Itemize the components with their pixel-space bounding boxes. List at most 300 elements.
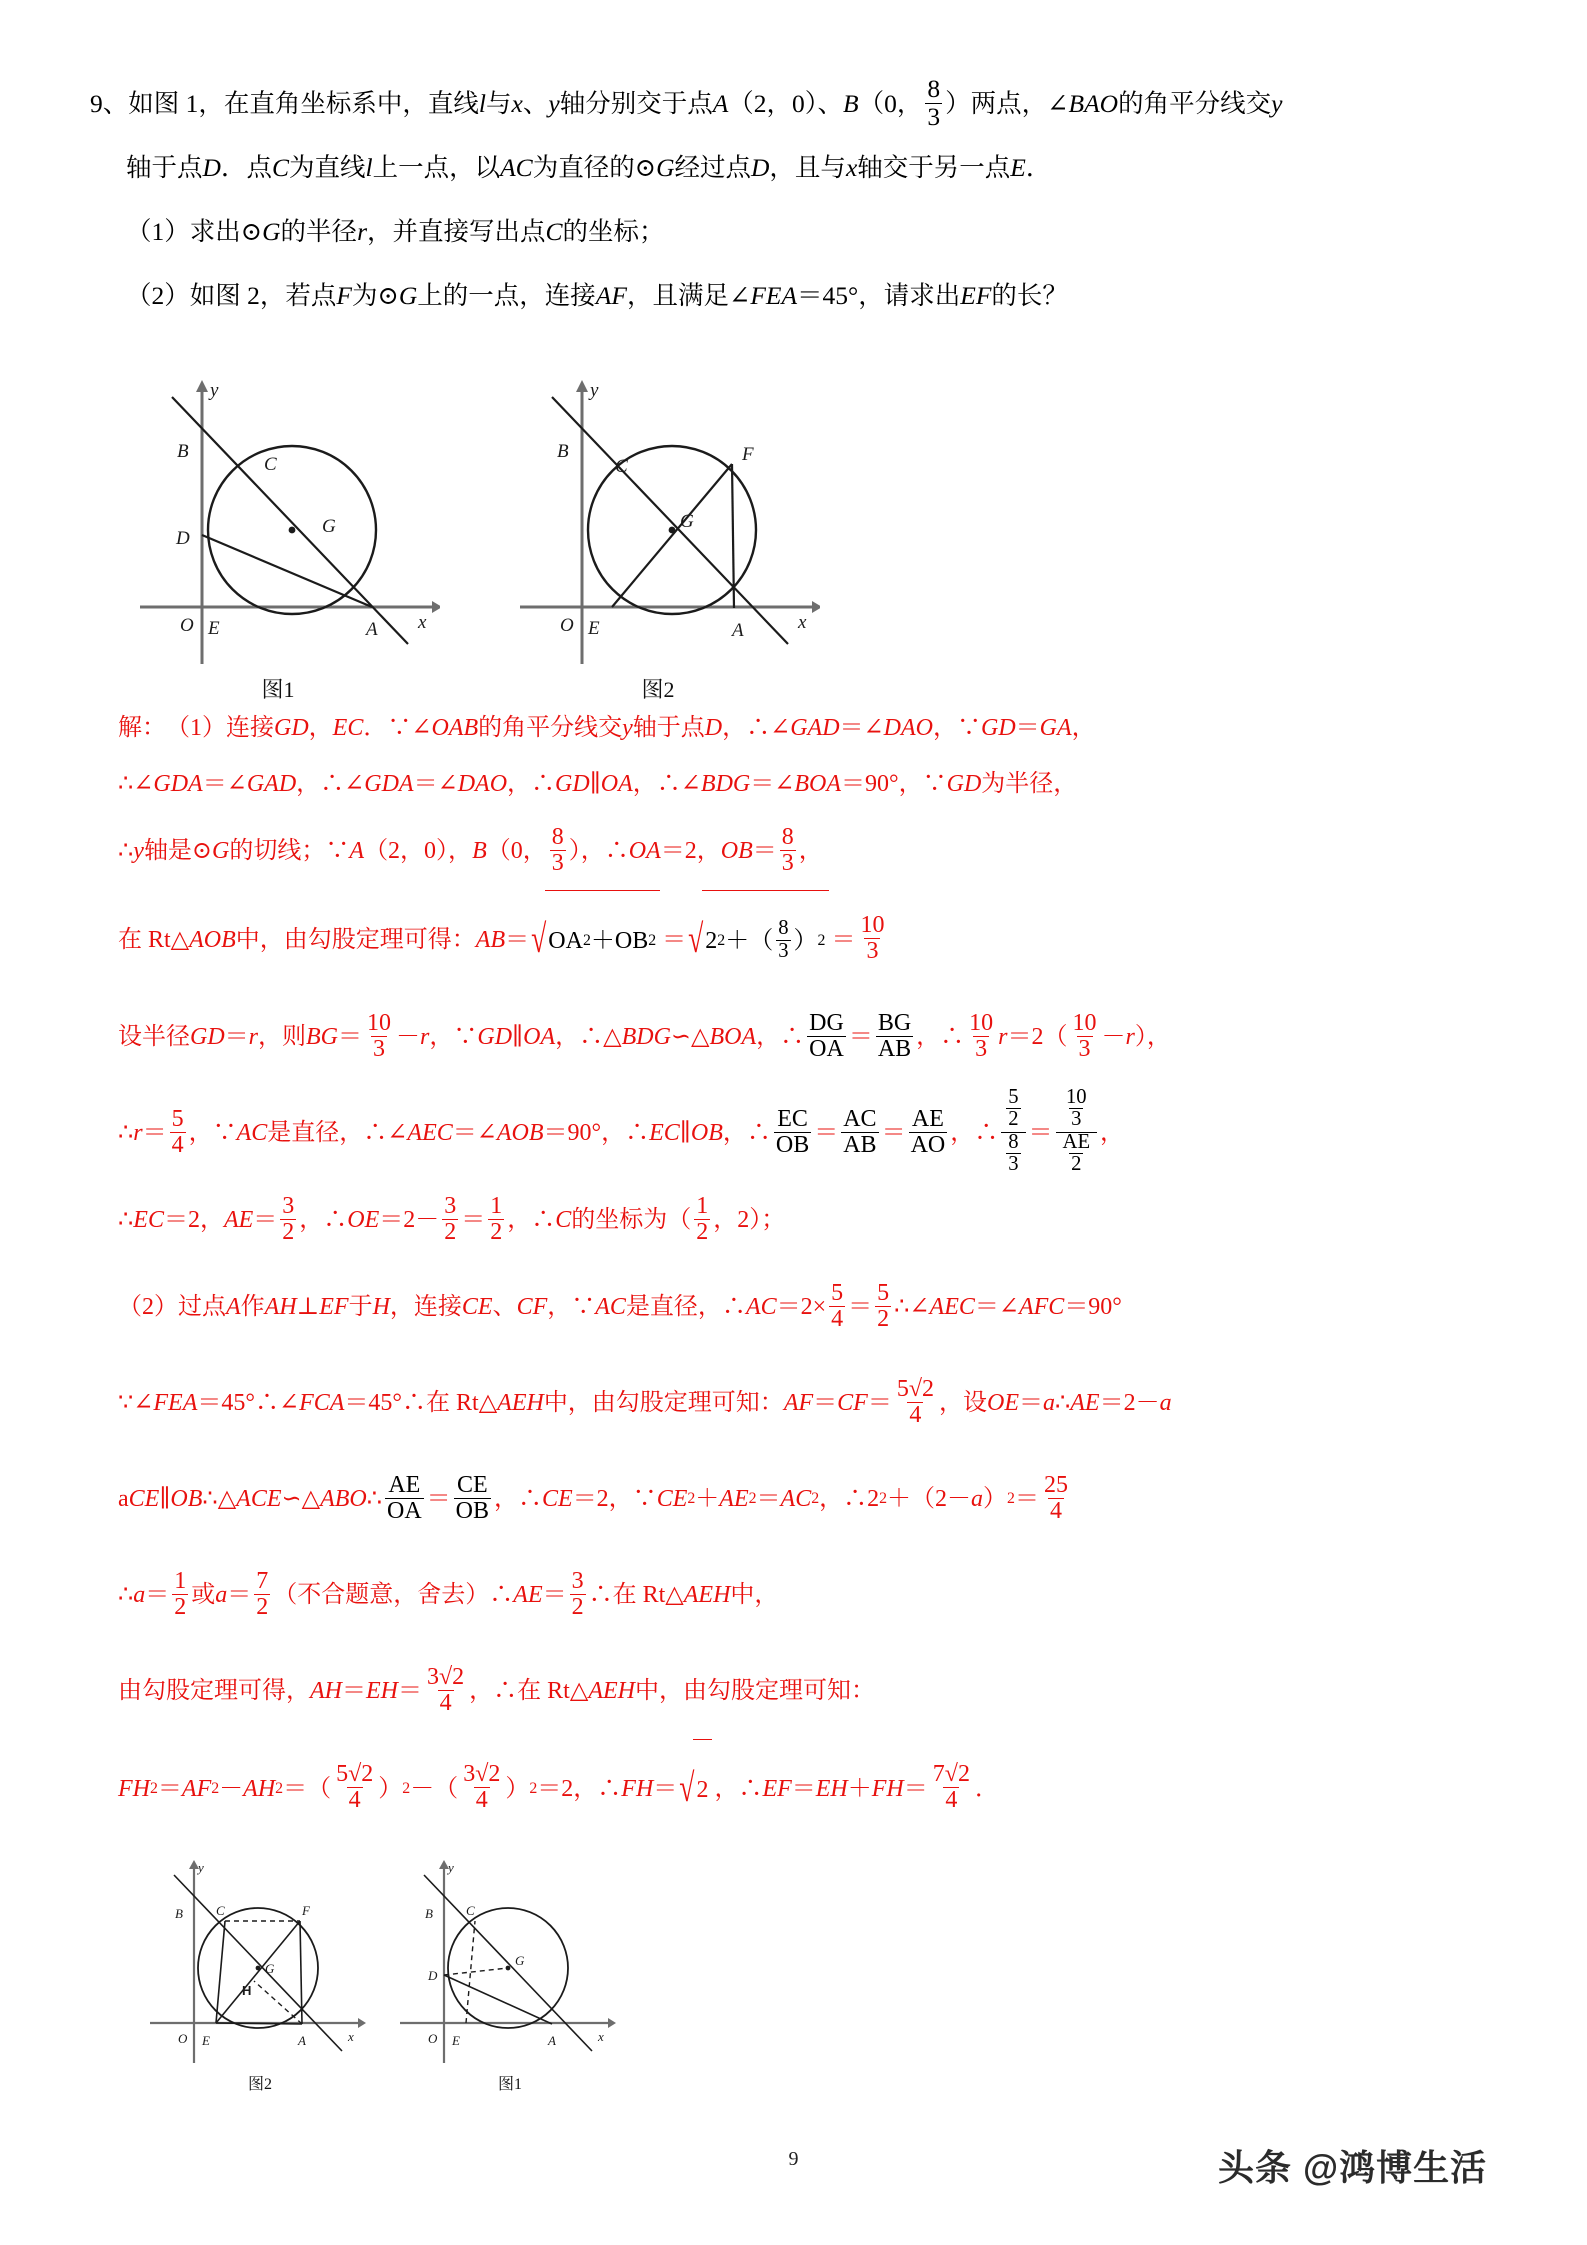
point-C: C xyxy=(545,217,563,246)
label-O: O xyxy=(180,615,194,636)
fraction-5-2: $\frac{5}{2}$ xyxy=(877,1279,890,1332)
text: 设半径 xyxy=(118,1024,190,1050)
angle-BAO: BAO xyxy=(1068,89,1119,118)
point-A: A xyxy=(226,1294,241,1320)
text: ＝90°，∵ xyxy=(841,771,947,797)
solution-line-8 xyxy=(118,1259,1518,1355)
perpendicular-symbol: ⊥ xyxy=(296,1294,320,1320)
line-l xyxy=(174,1875,342,2051)
label-D: D xyxy=(176,528,190,549)
text: 轴于点 xyxy=(126,153,203,182)
text: ，∵ xyxy=(188,1120,237,1146)
radical-sign: √ xyxy=(688,915,704,961)
text: ） xyxy=(793,928,818,954)
text: ＝2，∴ xyxy=(537,1775,622,1802)
fraction-1-2: $\frac{1}{2}$ xyxy=(696,1192,709,1245)
text: ，∵ xyxy=(932,715,981,741)
text: ，∵ xyxy=(547,1294,596,1320)
text: ，∴ xyxy=(722,1120,771,1146)
text: ＝∠ xyxy=(202,771,247,797)
text: ＝ xyxy=(791,1775,816,1802)
number: 2 xyxy=(705,928,718,954)
watermark: 头条 @鸿博生活 xyxy=(1218,2147,1488,2188)
segment-GD: GD xyxy=(555,771,590,797)
segment-FH: FH xyxy=(118,1775,150,1802)
problem-number: 9、 xyxy=(90,89,129,118)
solution-line-12 xyxy=(118,1643,1518,1739)
text: ＝ xyxy=(867,1390,892,1416)
segment-EF xyxy=(216,1921,300,2023)
segment-EC xyxy=(216,1921,225,2023)
triangle-AEH: AEH xyxy=(588,1678,635,1704)
text: 轴交于另一点 xyxy=(857,153,1011,182)
label-y: y xyxy=(448,1860,454,1875)
x-axis-arrow xyxy=(358,2018,366,2028)
var-a: a xyxy=(215,1582,228,1608)
center-point-G xyxy=(506,1966,511,1971)
var-l: l xyxy=(365,153,373,182)
center-point-G xyxy=(669,527,676,534)
segment-EC: EC xyxy=(649,1120,680,1146)
triangle-ABO: ABO xyxy=(320,1486,367,1512)
text: ＝ xyxy=(1014,1486,1039,1512)
fraction-3-2: $\frac{3}{2}$ xyxy=(444,1192,457,1245)
text: ＝ xyxy=(157,1775,182,1802)
sqrt-2 xyxy=(688,890,829,989)
problem-line-1 xyxy=(90,72,1510,136)
solution-line-4 xyxy=(118,890,1518,989)
text: ∴ xyxy=(118,1582,134,1608)
text: ）两点，∠ xyxy=(945,89,1069,118)
angle-DAO: DAO xyxy=(883,715,933,741)
label-G: G xyxy=(265,1961,275,1976)
text: ＝ xyxy=(848,1294,873,1320)
text: （1）连接 xyxy=(166,715,274,741)
text: ＝ xyxy=(426,1486,451,1512)
label-G: G xyxy=(515,1953,525,1968)
x-axis-arrow xyxy=(608,2018,616,2028)
text: ，∴ xyxy=(756,1024,805,1050)
fraction-5-4: $\frac{5}{4}$ xyxy=(831,1279,844,1332)
text: 轴是⊙ xyxy=(143,838,213,864)
text: ＝2× xyxy=(776,1294,827,1320)
point-D: D xyxy=(202,153,221,182)
text: ＋（ xyxy=(725,928,774,954)
label-C: C xyxy=(615,456,628,477)
text: ，∴ xyxy=(507,771,556,797)
segment-OB: OB xyxy=(720,838,753,864)
label-H: H xyxy=(242,1983,252,1998)
compound-numerator xyxy=(1001,1085,1025,1132)
figure-4-caption: 图1 xyxy=(497,2076,522,2093)
fraction-5-2: $\frac{5}{2}$ xyxy=(1008,1085,1019,1131)
fraction-10-3: $\frac{10}{3}$ xyxy=(1065,1085,1087,1131)
segment-OA: OA xyxy=(600,771,633,797)
text: ，∴ xyxy=(916,1024,965,1050)
text: （2）如图 2，若点 xyxy=(126,281,337,310)
label-A: A xyxy=(298,2033,306,2048)
similar-symbol: ∽ xyxy=(281,1486,302,1512)
fraction-CE-OB: $\frac{CE}{OB}$ xyxy=(455,1471,490,1524)
text: ，∴ xyxy=(494,1486,543,1512)
label-A: A xyxy=(732,620,744,641)
text: ＝ xyxy=(814,1120,839,1146)
segment-CF: CF xyxy=(516,1294,548,1320)
segment-FH: FH xyxy=(871,1775,904,1802)
text: 轴于点 xyxy=(632,715,705,741)
var-y: y xyxy=(1271,89,1283,118)
text: 作 xyxy=(240,1294,265,1320)
text: ，∴∠ xyxy=(632,771,701,797)
segment-DG-dashed xyxy=(444,1968,508,1975)
text: ＝∠ xyxy=(974,1294,1019,1320)
segment-OB: OB xyxy=(690,1120,723,1146)
text: ＝ xyxy=(881,1120,906,1146)
segment-AE: AE xyxy=(719,1486,749,1512)
text: ＝2， xyxy=(163,1207,224,1233)
segment-AH: AH xyxy=(264,1294,297,1320)
fraction-7-2: $\frac{7}{2}$ xyxy=(256,1567,269,1620)
figure-1-caption: 图1 xyxy=(261,677,295,702)
center-point-G xyxy=(256,1966,261,1971)
segment-AC: AC xyxy=(745,1294,777,1320)
angle-AEC: AEC xyxy=(929,1294,975,1320)
text: ＝ xyxy=(1028,1120,1053,1146)
solution-line-2 xyxy=(118,756,1518,812)
angle-AEC: AEC xyxy=(407,1120,453,1146)
text: ＝ xyxy=(653,1775,678,1802)
text: 解： xyxy=(118,715,166,741)
fraction-5root2-4: $\frac{5√2}{4}$ xyxy=(896,1375,934,1428)
text: （1）求出⊙ xyxy=(126,217,263,246)
figure-1-svg xyxy=(140,372,440,672)
text: ∵∠ xyxy=(118,1390,154,1416)
fraction-5-4: $\frac{5}{4}$ xyxy=(171,1105,184,1158)
text: 为半径， xyxy=(981,771,1078,797)
solution-line-13: FH 2 ＝ AF 2 － AH 2 ＝（ $\frac{5√2}{4}$ ） 2 －（ $\frac{3√2}{4}$ ） 2 ＝2，∴ FH ＝ √ 2 ，∴ EF ＝ EH ＋ FH ＝ $\frac{7√2}{4}$ ． xyxy=(118,1739,1518,1838)
circle-G: G xyxy=(656,153,675,182)
point-F: F xyxy=(336,281,352,310)
text: 为⊙ xyxy=(351,281,399,310)
segment-CE: CE xyxy=(656,1486,688,1512)
text: ＝ xyxy=(1018,1390,1043,1416)
figure-1 xyxy=(140,372,440,704)
solution-block xyxy=(118,700,1518,1838)
fraction-25-4: $\frac{25}{4}$ xyxy=(1043,1471,1068,1524)
text: 于 xyxy=(348,1294,373,1320)
text: ， xyxy=(1071,715,1096,741)
triangle-BDG: BDG xyxy=(621,1024,671,1050)
text: ＝ xyxy=(662,926,687,953)
text: ，且满足∠ xyxy=(626,281,751,310)
text: ∴在 Rt△ xyxy=(588,1582,684,1608)
circle-G: G xyxy=(262,217,281,246)
text: ＝ xyxy=(142,1120,167,1146)
text: ， xyxy=(1100,1120,1125,1146)
figure-2-caption: 图2 xyxy=(641,677,675,702)
segment-AC: AC xyxy=(236,1120,268,1146)
text: ＝∠ xyxy=(750,771,795,797)
segment-AH: AH xyxy=(310,1678,342,1704)
var-y: y xyxy=(548,89,560,118)
triangle-AEH: AEH xyxy=(497,1390,544,1416)
angle-AFC: AFC xyxy=(1018,1294,1065,1320)
fraction-AE-OA: $\frac{AE}{OA}$ xyxy=(387,1471,422,1524)
angle-FEA: FEA xyxy=(750,281,798,310)
text: ＋ xyxy=(695,1486,720,1512)
text: ＝45°∴∠ xyxy=(197,1390,300,1416)
text: 、 xyxy=(522,89,549,118)
angle-GAD: GAD xyxy=(790,715,840,741)
segment-OA: OA xyxy=(628,838,661,864)
text: ＋ xyxy=(847,1775,872,1802)
fraction-5root2-4: $\frac{5√2}{4}$ xyxy=(336,1761,374,1813)
text: （0， xyxy=(486,838,547,864)
fraction-8-3: $\frac{8}{3}$ xyxy=(1008,1130,1019,1175)
y-axis-arrow xyxy=(576,380,588,392)
solution-line-11 xyxy=(118,1547,1518,1643)
radical-sign: √ xyxy=(531,915,547,961)
text: ．点 xyxy=(220,153,272,182)
text: ∴∠ xyxy=(118,771,154,797)
label-C: C xyxy=(466,1903,475,1918)
var-r: r xyxy=(248,1024,259,1050)
label-G: G xyxy=(322,516,336,537)
fraction-10-3: $\frac{10}{3}$ xyxy=(860,912,885,964)
label-x: x xyxy=(418,612,427,633)
fraction-1-2: $\frac{1}{2}$ xyxy=(174,1567,187,1620)
point-C: C xyxy=(555,1207,572,1233)
text: ∴ xyxy=(118,1207,134,1233)
fraction-3root2-4: $\frac{3√2}{4}$ xyxy=(463,1761,501,1813)
text: ． xyxy=(1025,153,1052,182)
point-A: A xyxy=(712,89,729,118)
segment-EC: EC xyxy=(133,1207,164,1233)
segment-EF: EF xyxy=(960,281,992,310)
text: ∴ xyxy=(1054,1390,1071,1416)
text: － xyxy=(1101,1024,1126,1050)
circle-G: G xyxy=(212,838,230,864)
fraction-AC-AB: $\frac{AC}{AB}$ xyxy=(843,1105,877,1158)
fraction-EC-OB: $\frac{EC}{OB}$ xyxy=(775,1105,810,1158)
compound-numerator xyxy=(1059,1085,1094,1132)
label-E: E xyxy=(208,618,220,639)
var-r: r xyxy=(357,217,367,246)
solution-line-9 xyxy=(118,1355,1518,1451)
text: ＝ xyxy=(848,1024,873,1050)
text: △ xyxy=(691,1024,710,1050)
text: －（ xyxy=(410,1775,459,1802)
text: ＝ xyxy=(227,1582,252,1608)
point-D: D xyxy=(704,715,723,741)
angle-OAB: OAB xyxy=(431,715,479,741)
segment-GD: GD xyxy=(477,1024,513,1050)
text: 上一点，以 xyxy=(372,153,501,182)
fraction-8-3: $\frac{8}{3}$ xyxy=(927,73,941,131)
fraction-8-3: $\frac{8}{3}$ xyxy=(781,823,794,876)
parallel-symbol: ∥ xyxy=(679,1120,691,1146)
text: 经过点 xyxy=(674,153,751,182)
text: ，∵ xyxy=(429,1024,478,1050)
fraction-1-2: $\frac{1}{2}$ xyxy=(490,1192,503,1245)
fraction-10-3: $\frac{10}{3}$ xyxy=(969,1009,994,1062)
text: 如图 1，在直角坐标系中，直线 xyxy=(128,89,479,118)
var-a: a xyxy=(1159,1390,1172,1416)
text: ∴ xyxy=(366,1486,382,1512)
figure-2 xyxy=(520,372,820,704)
radical-sign: √ xyxy=(679,1764,695,1810)
solution-line-5 xyxy=(118,989,1518,1085)
point-E: E xyxy=(1010,153,1026,182)
text: ，∴△ xyxy=(555,1024,622,1050)
text: 中，由勾股定理可得： xyxy=(235,926,476,953)
text: 在 Rt△ xyxy=(118,926,190,953)
var-a: a xyxy=(1042,1390,1055,1416)
label-O: O xyxy=(178,2031,188,2046)
text: 上的一点，连接 xyxy=(417,281,596,310)
text: 的坐标为（ xyxy=(571,1207,692,1233)
label-y: y xyxy=(590,380,599,401)
segment-OE: OE xyxy=(347,1207,380,1233)
figure-2-svg xyxy=(520,372,820,672)
label-x: x xyxy=(348,2029,354,2044)
fraction-AE-AO: $\frac{AE}{AO}$ xyxy=(910,1105,946,1158)
angle-GDA: GDA xyxy=(153,771,203,797)
triangle-ACE: ACE xyxy=(236,1486,282,1512)
segment-OB: OB xyxy=(614,928,649,954)
label-O: O xyxy=(560,615,574,636)
similar-symbol: ∽ xyxy=(670,1024,692,1050)
figure-4-svg xyxy=(400,1855,620,2070)
text: 的角平分线交 xyxy=(1118,89,1272,118)
text: 的坐标； xyxy=(562,217,665,246)
segment-EC: EC xyxy=(332,715,364,741)
var-r: r xyxy=(1125,1024,1135,1050)
text: 中， xyxy=(730,1582,779,1608)
x-axis-arrow xyxy=(432,601,440,613)
text: － xyxy=(219,1775,244,1802)
text: 由勾股定理可得， xyxy=(118,1678,310,1704)
fraction-7root2-4: $\frac{7√2}{4}$ xyxy=(932,1761,970,1813)
fraction-8-3: $\frac{8}{3}$ xyxy=(551,823,564,876)
text: △ xyxy=(301,1486,321,1512)
point-D: D xyxy=(751,153,770,182)
label-B: B xyxy=(177,441,189,462)
segment-AE: AE xyxy=(513,1582,543,1608)
page-number: 9 xyxy=(788,2148,799,2170)
segment-AH: AH xyxy=(243,1775,276,1802)
triangle-AEH: AEH xyxy=(683,1582,731,1608)
compound-fraction-left xyxy=(1001,1085,1025,1177)
text: 为直线 xyxy=(288,153,366,182)
sqrt-2-value xyxy=(679,1739,712,1838)
label-C: C xyxy=(264,454,277,475)
var-x: x xyxy=(845,153,858,182)
text: ，设 xyxy=(938,1390,987,1416)
point-H: H xyxy=(372,1294,390,1320)
segment-BG: BG xyxy=(306,1024,339,1050)
text: ＝ xyxy=(542,1582,567,1608)
label-D: D xyxy=(428,1968,438,1983)
var-r: r xyxy=(420,1024,430,1050)
angle-GAD: GAD xyxy=(246,771,297,797)
circle-G: G xyxy=(398,281,418,310)
segment-AF: AF xyxy=(181,1775,212,1802)
label-B: B xyxy=(175,1906,183,1921)
text: 中，由勾股定理可知： xyxy=(634,1678,875,1704)
label-E: E xyxy=(202,2033,210,2048)
segment-OE: OE xyxy=(986,1390,1019,1416)
segment-CE: CE xyxy=(542,1486,573,1512)
parallel-symbol: ∥ xyxy=(512,1024,524,1050)
radicand: 2 2 ＋（ $\frac{8}{3}$ ） 2 xyxy=(702,890,829,989)
text: ，∴ xyxy=(299,1207,348,1233)
fraction-DG-OA: $\frac{DG}{OA}$ xyxy=(809,1009,844,1062)
label-F: F xyxy=(302,1903,310,1918)
triangle-BOA: BOA xyxy=(709,1024,757,1050)
text: ＝45°，请求出 xyxy=(797,281,961,310)
text: ，且与 xyxy=(769,153,846,182)
fraction-10-3: $\frac{10}{3}$ xyxy=(1072,1009,1097,1062)
text: ＝ xyxy=(342,1678,366,1704)
text: ∴ xyxy=(118,1120,134,1146)
text: 、 xyxy=(492,1294,517,1320)
segment-GD: GD xyxy=(274,715,309,741)
text: ＝ xyxy=(505,926,530,953)
y-axis-arrow xyxy=(196,380,208,392)
segment-EH: EH xyxy=(366,1678,398,1704)
radicand: 2 xyxy=(693,1739,712,1838)
var-l: l xyxy=(478,89,486,118)
text: ＝90°，∴ xyxy=(543,1120,650,1146)
text: ＝45°∴在 Rt△ xyxy=(344,1390,498,1416)
var-x: x xyxy=(511,89,523,118)
segment-CE: CE xyxy=(461,1294,493,1320)
angle-FCA: FCA xyxy=(299,1390,345,1416)
text: 为直径的⊙ xyxy=(532,153,657,182)
var-r: r xyxy=(133,1120,143,1146)
text: ＋（2－ xyxy=(887,1486,972,1512)
angle-BDG: BDG xyxy=(700,771,751,797)
text: ） xyxy=(505,1775,530,1802)
segment-OA: OA xyxy=(548,928,583,954)
text: 是直径，∴ xyxy=(625,1294,746,1320)
label-E: E xyxy=(452,2033,460,2048)
label-x: x xyxy=(798,612,807,633)
segment-AF: AF xyxy=(783,1390,814,1416)
text: ＝ xyxy=(224,1024,249,1050)
text: ，∴ xyxy=(714,1775,763,1802)
text: ，连接 xyxy=(389,1294,462,1320)
text: 的半径 xyxy=(280,217,358,246)
solution-line-6 xyxy=(118,1085,1518,1181)
label-x: x xyxy=(598,2029,604,2044)
segment-FH: FH xyxy=(621,1775,654,1802)
text: （不合题意，舍去）∴ xyxy=(273,1582,514,1608)
compound-denominator xyxy=(1056,1132,1098,1177)
text: ，∴ xyxy=(507,1207,556,1233)
text: 的切线；∵ xyxy=(229,838,350,864)
segment-AC: AC xyxy=(595,1294,626,1320)
label-B: B xyxy=(425,1906,433,1921)
text: ＝2－ xyxy=(1099,1390,1160,1416)
text: ， xyxy=(798,838,823,864)
text: － xyxy=(396,1024,421,1050)
segment-GD: GD xyxy=(190,1024,225,1050)
parallel-symbol: ∥ xyxy=(159,1486,171,1512)
text: ＝90° xyxy=(1064,1294,1122,1320)
var-a: a xyxy=(133,1582,146,1608)
